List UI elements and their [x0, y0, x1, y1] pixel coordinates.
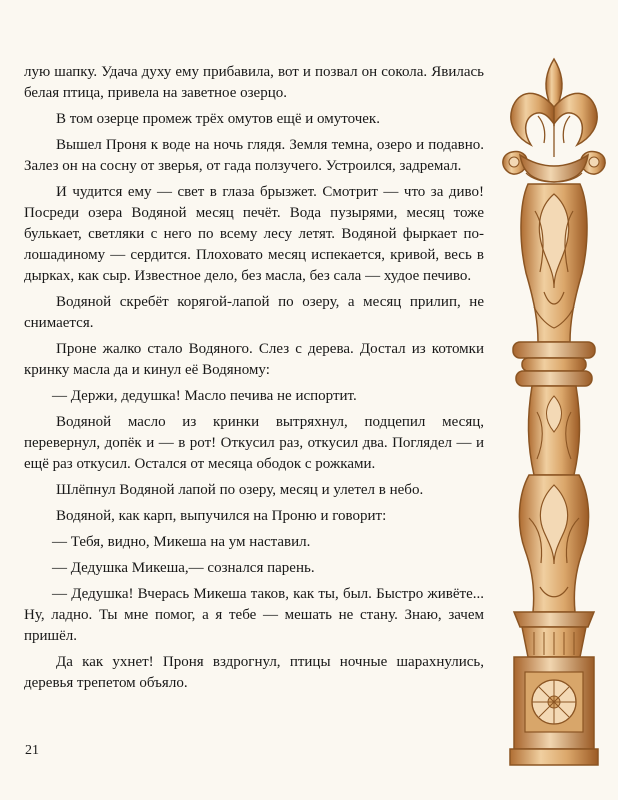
dialogue-line-4: — Дедушка! Вчерась Микеша таков, как ты, был. Быстро живёте... Ну, ладно. Ты мне помог, а я тебе — мешать не стану. Знаю, зачем пришёл.	[24, 586, 484, 644]
paragraph-2: В том озерце промеж трёх омутов ещё и омуточек.	[56, 111, 380, 127]
paragraph-10: Да как ухнет! Проня вздрогнул, птицы ночные шарахнулись, деревья трепетом объяло.	[24, 654, 484, 691]
dialogue-line-2: — Тебя, видно, Микеша на ум наставил.	[52, 534, 311, 550]
dialogue-line-1: — Держи, дедушка! Масло печива не испортит.	[52, 388, 357, 404]
paragraph-4: И чудится ему — свет в глаза брызжет. Смотрит — что за диво! Посреди озера Водяной месяц печёт. Вода пузырями, месяц тоже булькает, светляки с него по всему лесу летят. Водяной фыркает по-лошадиному — сердится. Плоховато месяц испекается, кривой, весь в дырках, как сыр. Известное дело, без масла, без сала — худое печиво.	[24, 184, 484, 284]
page-number: 21	[25, 743, 39, 758]
dialogue-line-3: — Дедушка Микеша,— сознался парень.	[52, 560, 315, 576]
carved-column-ornament	[492, 52, 616, 789]
paragraph-6: Проне жалко стало Водяного. Слез с дерева. Достал из котомки кринку масла да и кинул её Водяному:	[24, 341, 484, 378]
paragraph-5: Водяной скребёт корягой-лапой по озеру, а месяц прилип, не снимается.	[24, 294, 484, 331]
paragraph-3: Вышел Проня к воде на ночь глядя. Земля темна, озеро и подавно. Залез он на сосну от зверья, от гада ползучего. Устроился, задремал.	[24, 137, 484, 174]
carved-column-icon	[492, 52, 616, 789]
paragraph-8: Шлёпнул Водяной лапой по озеру, месяц и улетел в небо.	[56, 482, 424, 498]
paragraph-9: Водяной, как карп, выпучился на Проню и говорит:	[56, 508, 387, 524]
paragraph-7: Водяной масло из кринки вытряхнул, подцепил месяц, перевернул, допёк и — в рот! Откусил раз, откусил два. Поглядел — и ещё раз откусил. Остался от месяца ободок с рожками.	[24, 414, 484, 472]
paragraph-1: лую шапку. Удача духу ему прибавила, вот и позвал он сокола. Явилась белая птица, привела на заветное озерцо.	[24, 64, 484, 101]
story-text	[24, 62, 484, 699]
